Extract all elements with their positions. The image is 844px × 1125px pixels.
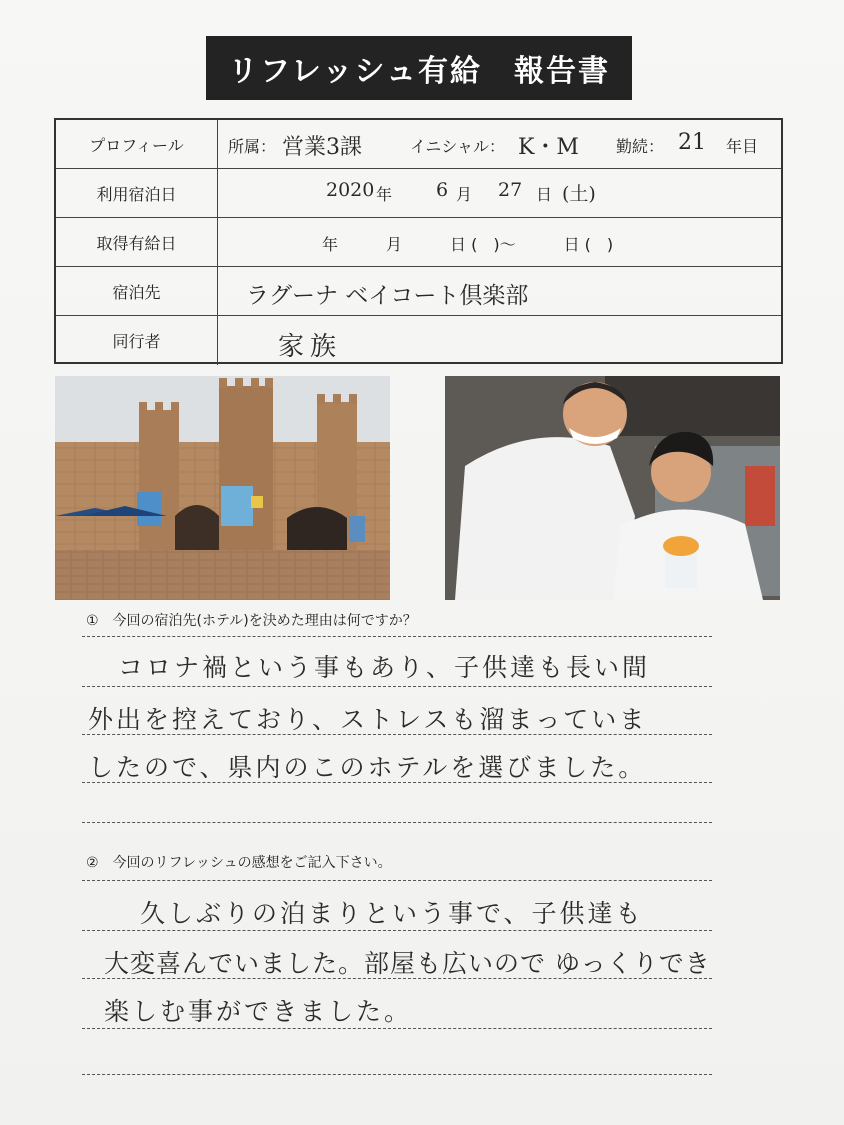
leave-date-template: 年 月 日 ( )～ 日 ( )	[322, 235, 614, 254]
answer-1-line-2: 外出を控えており、ストレスも溜まっていま	[88, 705, 648, 734]
answer-line	[82, 930, 712, 931]
tenure-value: 21	[678, 130, 706, 155]
stay-year-unit: 年	[376, 185, 393, 204]
value-profile	[218, 120, 781, 168]
building-illustration	[55, 376, 390, 600]
value-lodging	[218, 267, 781, 315]
profile-form-table	[54, 118, 783, 364]
stay-month-unit: 月	[456, 185, 473, 204]
document-title: リフレッシュ有給 報告書	[206, 36, 632, 100]
question-2-label: ② 今回のリフレッシュの感想をご記入下さい。	[86, 855, 392, 871]
answer-line	[82, 822, 712, 823]
answer-line	[82, 1028, 712, 1029]
lodging-name: ラグーナ ベイコート倶楽部	[246, 283, 529, 309]
affiliation-label: 所属：	[228, 137, 277, 156]
value-stay-date	[218, 169, 781, 217]
label-stay-date: 利用宿泊日	[56, 169, 218, 217]
label-profile: プロフィール	[56, 120, 218, 168]
label-lodging: 宿泊先	[56, 267, 218, 315]
row-companion	[56, 316, 781, 365]
row-lodging	[56, 267, 781, 316]
tenure-unit: 年目	[726, 137, 759, 156]
answer-line	[82, 734, 712, 735]
answer-2-line-3: 楽しむ事ができました。	[104, 997, 413, 1026]
affiliation-value: 営業3課	[282, 135, 362, 160]
answer-line	[82, 1074, 712, 1075]
initial-label: イニシャル：	[410, 137, 506, 156]
chef-and-child-photo	[445, 376, 780, 600]
answer-line	[82, 880, 712, 881]
stay-day-unit: 日	[536, 185, 553, 204]
answer-1-line-3: したので、県内のこのホテルを選びました。	[88, 753, 647, 782]
label-leave-date: 取得有給日	[56, 218, 218, 266]
value-leave-date	[218, 218, 781, 266]
stay-weekday: (土)	[562, 183, 596, 205]
answer-line	[82, 782, 712, 783]
answer-line	[82, 636, 712, 637]
initial-value: K・M	[518, 135, 579, 160]
stay-day: 27	[498, 179, 523, 201]
chef-child-illustration	[445, 376, 780, 600]
answer-line	[82, 686, 712, 687]
row-profile	[56, 120, 781, 169]
row-stay-date	[56, 169, 781, 218]
stay-month: 6	[436, 179, 449, 201]
value-companion	[218, 316, 781, 365]
stay-year: 2020	[326, 179, 375, 201]
question-1-label: ① 今回の宿泊先(ホテル)を決めた理由は何ですか？	[86, 613, 417, 629]
tenure-label: 勤続：	[616, 137, 665, 156]
label-companion: 同行者	[56, 316, 218, 365]
answer-1-line-1: コロナ禍という事もあり、子供達も長い間	[118, 653, 651, 682]
companion-value: 家族	[278, 332, 343, 362]
building-photo	[55, 376, 390, 600]
answer-2-line-2: 大変喜んでいました。部屋も広いので ゆっくりでき	[104, 949, 711, 978]
answer-2-line-1: 久しぶりの泊まりという事で、子供達も	[140, 899, 644, 928]
answer-line	[82, 978, 712, 979]
row-leave-date	[56, 218, 781, 267]
